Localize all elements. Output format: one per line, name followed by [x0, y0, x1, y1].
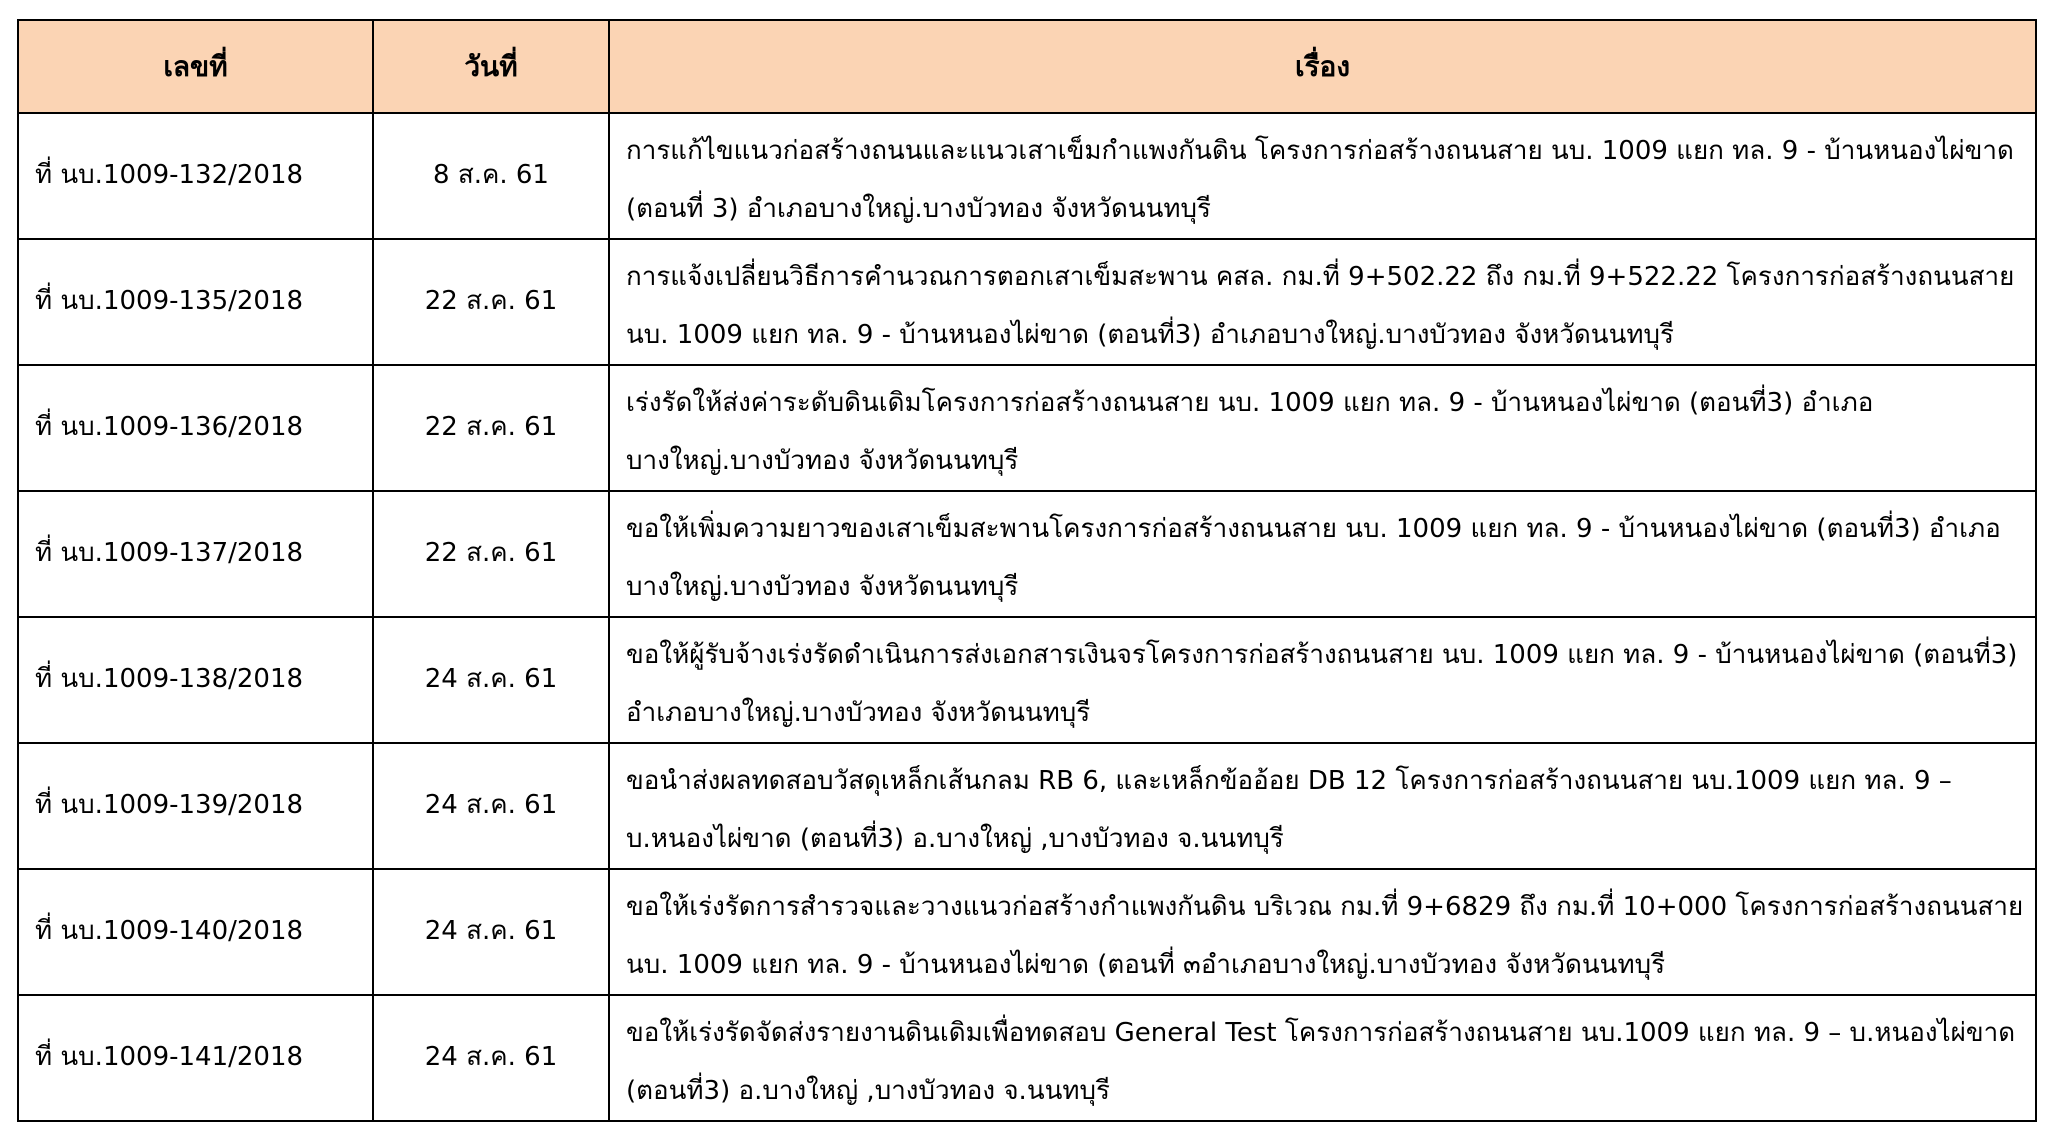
row-subject: ขอให้เร่งรัดจัดส่งรายงานดินเดิมเพื่อทดสอบ General Test โครงการก่อสร้างถนนสาย นบ.1009 แยก ทล. 9 – บ.หนองไผ่ขาด (ตอนที่3) อ.บางใหญ่ ,บางบัวทอง จ.นนทบุรี [609, 995, 2036, 1121]
table-row [18, 869, 2036, 995]
row-subject: ขอให้เพิ่มความยาวของเสาเข็มสะพานโครงการก่อสร้างถนนสาย นบ. 1009 แยก ทล. 9 - บ้านหนองไผ่ขาด (ตอนที่3) อำเภอบางใหญ่.บางบัวทอง จังหวัดนนทบุรี [609, 491, 2036, 617]
row-number: ที่ นบ.1009-138/2018 [18, 617, 373, 743]
row-date: 22 ส.ค. 61 [373, 239, 609, 365]
row-subject: ขอให้เร่งรัดการสำรวจและวางแนวก่อสร้างกำแพงกันดิน บริเวณ กม.ที่ 9+6829 ถึง กม.ที่ 10+000 โครงการก่อสร้างถนนสาย นบ. 1009 แยก ทล. 9 - บ้านหนองไผ่ขาด (ตอนที่ ๓อำเภอบางใหญ่.บางบัวทอง จังหวัดนนทบุรี [609, 869, 2036, 995]
table-row [18, 743, 2036, 869]
row-subject: การแจ้งเปลี่ยนวิธีการคำนวณการตอกเสาเข็มสะพาน คสล. กม.ที่ 9+502.22 ถึง กม.ที่ 9+522.22 โครงการก่อสร้างถนนสาย นบ. 1009 แยก ทล. 9 - บ้านหนองไผ่ขาด (ตอนที่3) อำเภอบางใหญ่.บางบัวทอง จังหวัดนนทบุรี [609, 239, 2036, 365]
row-date: 24 ส.ค. 61 [373, 995, 609, 1121]
row-number: ที่ นบ.1009-137/2018 [18, 491, 373, 617]
row-subject: การแก้ไขแนวก่อสร้างถนนและแนวเสาเข็มกำแพงกันดิน โครงการก่อสร้างถนนสาย นบ. 1009 แยก ทล. 9 - บ้านหนองไผ่ขาด (ตอนที่ 3) อำเภอบางใหญ่.บางบัวทอง จังหวัดนนทบุรี [609, 113, 2036, 239]
row-number: ที่ นบ.1009-132/2018 [18, 113, 373, 239]
row-number: ที่ นบ.1009-140/2018 [18, 869, 373, 995]
header-subject: เรื่อง [609, 20, 2036, 113]
row-number: ที่ นบ.1009-141/2018 [18, 995, 373, 1121]
table-row [18, 239, 2036, 365]
header-row [18, 20, 2036, 113]
table-row [18, 995, 2036, 1121]
row-subject: เร่งรัดให้ส่งค่าระดับดินเดิมโครงการก่อสร้างถนนสาย นบ. 1009 แยก ทล. 9 - บ้านหนองไผ่ขาด (ตอนที่3) อำเภอบางใหญ่.บางบัวทอง จังหวัดนนทบุรี [609, 365, 2036, 491]
row-date: 24 ส.ค. 61 [373, 617, 609, 743]
row-date: 22 ส.ค. 61 [373, 365, 609, 491]
document-table [17, 19, 2037, 1122]
row-date: 24 ส.ค. 61 [373, 869, 609, 995]
row-subject: ขอนำส่งผลทดสอบวัสดุเหล็กเส้นกลม RB 6, และเหล็กข้ออ้อย DB 12 โครงการก่อสร้างถนนสาย นบ.1009 แยก ทล. 9 – บ.หนองไผ่ขาด (ตอนที่3) อ.บางใหญ่ ,บางบัวทอง จ.นนทบุรี [609, 743, 2036, 869]
row-number: ที่ นบ.1009-136/2018 [18, 365, 373, 491]
row-date: 8 ส.ค. 61 [373, 113, 609, 239]
row-date: 24 ส.ค. 61 [373, 743, 609, 869]
row-number: ที่ นบ.1009-139/2018 [18, 743, 373, 869]
table-row [18, 617, 2036, 743]
header-date: วันที่ [373, 20, 609, 113]
row-date: 22 ส.ค. 61 [373, 491, 609, 617]
table-row [18, 365, 2036, 491]
table-row [18, 491, 2036, 617]
table-row [18, 113, 2036, 239]
row-number: ที่ นบ.1009-135/2018 [18, 239, 373, 365]
row-subject: ขอให้ผู้รับจ้างเร่งรัดดำเนินการส่งเอกสารเงินจรโครงการก่อสร้างถนนสาย นบ. 1009 แยก ทล. 9 - บ้านหนองไผ่ขาด (ตอนที่3) อำเภอบางใหญ่.บางบัวทอง จังหวัดนนทบุรี [609, 617, 2036, 743]
header-number: เลขที่ [18, 20, 373, 113]
